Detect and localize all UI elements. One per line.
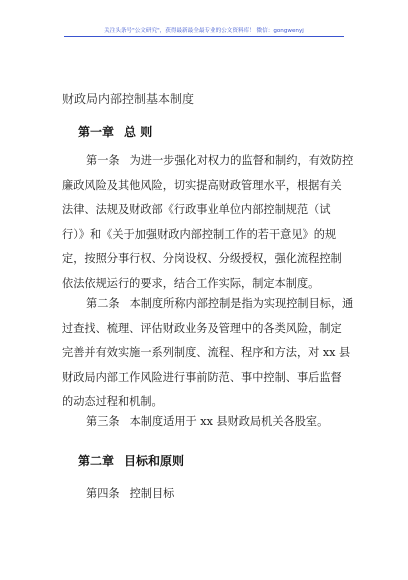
document-title: 财政局内部控制基本制度 [62,92,195,106]
article-paragraph [86,486,174,502]
article-paragraph [86,414,328,430]
article-paragraph [62,149,354,296]
paragraph-line: 的动态过程和机制。 [62,395,163,408]
paragraph-line: 过查找、梳理、评估财政业务及管理中的各类风险，制定 [62,321,342,335]
chapter-name: 目标和原则 [124,454,185,468]
chapter-name: 总 则 [124,125,153,139]
chapter-heading [78,124,152,140]
article-label: 第二条 [86,297,120,310]
paragraph-line: 行）》和《关于加强财政内部控制工作的若干意见》的规 [62,227,337,241]
paragraph-line: 完善并有效实施一系列制度、流程、程序和方法，对 xx 县 [62,346,351,359]
chapter-number: 第一章 [78,125,115,139]
paragraph-line: 定，按照分事行权、分岗设权、分级授权，强化流程控制 [62,252,342,265]
paragraph-text: 为进一步强化对权力的监督和制约，有效防控 [129,154,354,167]
paragraph-line: 法律、法规及财政部《行政事业单位内部控制规范（试 [62,203,331,216]
paragraph-line [62,292,354,317]
paragraph-line [62,149,354,174]
article-label: 第四条 [86,487,120,500]
article-label: 第一条 [86,154,120,167]
paragraph-line: 依法依规运行的要求，结合工作实际，制定本制度。 [62,276,320,290]
paragraph-text: 控制目标 [129,487,175,500]
chapter-number: 第二章 [78,454,115,468]
paragraph-line: 财政局内部工作风险进行事前防范、事中控制、事后监督 [62,370,342,384]
paragraph-text: 本制度所称内部控制是指为实现控制目标，通 [129,297,354,310]
chapter-heading [78,453,184,469]
article-label: 第三条 [86,415,120,428]
article-paragraph [62,292,354,415]
paragraph-line: 廉政风险及其他风险，切实提高财政管理水平，根据有关 [62,178,342,192]
header-banner: 关注头条号"公文研究"，获得最新最全最专业的公文资料库！ 微信：gongwenyj [104,28,304,34]
header-divider [64,36,344,37]
paragraph-text: 本制度适用于 xx 县财政局机关各股室。 [129,415,329,428]
